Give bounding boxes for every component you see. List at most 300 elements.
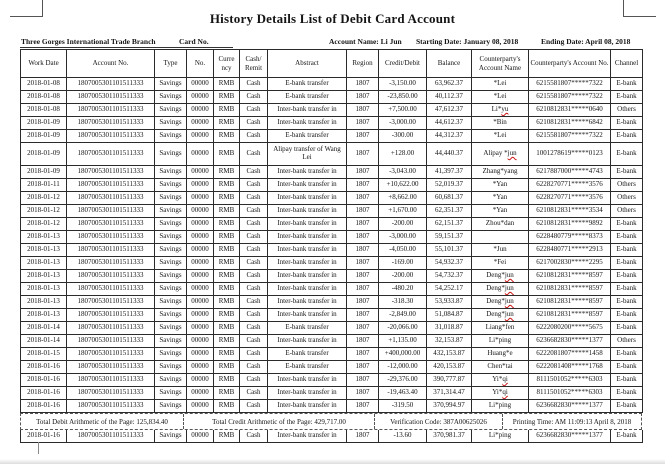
cell-credit-debit: -480.20 xyxy=(379,283,427,296)
cell-region: 1807 xyxy=(347,400,379,413)
cell-no: 00000 xyxy=(187,130,214,143)
counterparty-name-misspell-squiggle: yu xyxy=(501,105,509,114)
cell-abstract: Inter-bank transfer in xyxy=(268,309,347,322)
cell-account-no: 1807005301101511333 xyxy=(67,270,155,283)
cell-type: Savings xyxy=(155,400,187,413)
cell-counterparty-account-name: Li*ping xyxy=(472,335,529,348)
cell-cash-remit: Cash xyxy=(240,430,268,443)
cell-counterparty-account-no: 6210812831*****8597 xyxy=(529,309,611,322)
cell-currency: RMB xyxy=(214,166,240,179)
cell-cash-remit: Cash xyxy=(240,231,268,244)
cell-abstract: Inter-bank transfer in xyxy=(268,387,347,400)
cell-balance: 390,777.87 xyxy=(427,374,472,387)
cell-work-date: 2018-01-09 xyxy=(21,117,67,130)
cell-balance: 62,351.37 xyxy=(427,205,472,218)
table-row xyxy=(21,430,643,443)
cell-balance: 44,612.37 xyxy=(427,117,472,130)
cell-channel: E-bank xyxy=(611,78,643,91)
cell-credit-debit: -318.30 xyxy=(379,296,427,309)
cell-abstract: Inter-bank transfer in xyxy=(268,192,347,205)
cell-region: 1807 xyxy=(347,283,379,296)
cell-counterparty-account-no: 6228480771*****2913 xyxy=(529,244,611,257)
cell-type: Savings xyxy=(155,257,187,270)
cell-work-date: 2018-01-13 xyxy=(21,283,67,296)
cell-balance: 62,151.37 xyxy=(427,218,472,231)
cell-channel: E-bank xyxy=(611,166,643,179)
cell-abstract: Inter-bank transfer in xyxy=(268,166,347,179)
counterparty-name-text: Yi* xyxy=(492,388,503,397)
cell-account-no: 1807005301101511333 xyxy=(67,244,155,257)
transactions-table xyxy=(20,49,643,413)
total-debit: Total Debit Arithmetic of the Page: 125,834.40 xyxy=(36,417,168,426)
counterparty-name-misspell-squiggle: qi xyxy=(502,375,508,384)
cell-counterparty-account-no: 8111501052*****6303 xyxy=(529,374,611,387)
cell-no: 00000 xyxy=(187,270,214,283)
cell-credit-debit: -19,463.40 xyxy=(379,387,427,400)
header-channel: Channel xyxy=(611,50,643,78)
table-row xyxy=(21,205,643,218)
cell-abstract: Inter-bank transfer in xyxy=(268,270,347,283)
table-row xyxy=(21,283,643,296)
cell-region: 1807 xyxy=(347,374,379,387)
cell-cash-remit: Cash xyxy=(240,374,268,387)
header-region: Region xyxy=(347,50,379,78)
cell-counterparty-account-no: 6228270771*****3576 xyxy=(529,192,611,205)
cell-counterparty-account-name xyxy=(472,387,529,400)
cell-balance: 432,153.87 xyxy=(427,348,472,361)
counterparty-name-misspell-squiggle: jun xyxy=(504,271,514,280)
header-row xyxy=(21,50,643,78)
cell-credit-debit: -3,043.00 xyxy=(379,166,427,179)
table-row xyxy=(21,335,643,348)
cell-type: Savings xyxy=(155,430,187,443)
cell-region: 1807 xyxy=(347,179,379,192)
cell-abstract: Inter-bank transfer in xyxy=(268,205,347,218)
cell-counterparty-account-no: 8111501052*****6303 xyxy=(529,387,611,400)
cell-region: 1807 xyxy=(347,104,379,117)
counterparty-name-misspell-squiggle: qi xyxy=(502,388,508,397)
cell-channel: E-bank xyxy=(611,218,643,231)
table-row xyxy=(21,130,643,143)
table-row xyxy=(21,179,643,192)
cell-account-no: 1807005301101511333 xyxy=(67,322,155,335)
cell-work-date: 2018-01-13 xyxy=(21,309,67,322)
cell-no: 00000 xyxy=(187,296,214,309)
cell-currency: RMB xyxy=(214,322,240,335)
cell-account-no: 1807005301101511333 xyxy=(67,192,155,205)
cell-credit-debit: -169.00 xyxy=(379,257,427,270)
cell-counterparty-account-no: 6210812831*****0640 xyxy=(529,104,611,117)
cell-counterparty-account-name xyxy=(472,104,529,117)
cell-channel: E-bank xyxy=(611,374,643,387)
cell-no: 00000 xyxy=(187,361,214,374)
cell-counterparty-account-no: 6236682830*****1377 xyxy=(529,430,611,443)
cell-counterparty-account-no: 1001278619*****0123 xyxy=(529,143,611,166)
cell-account-no: 1807005301101511333 xyxy=(67,335,155,348)
cell-counterparty-account-name: *Yan xyxy=(472,205,529,218)
header-currency: Curre ncy xyxy=(214,50,240,78)
cell-currency: RMB xyxy=(214,205,240,218)
verification-code: Verification Code: 387A00625026 xyxy=(374,414,502,429)
cell-channel: E-bank xyxy=(611,270,643,283)
cell-counterparty-account-name: *Yan xyxy=(472,192,529,205)
cell-cash-remit: Cash xyxy=(240,218,268,231)
cell-credit-debit: -23,850.00 xyxy=(379,91,427,104)
cell-account-no: 1807005301101511333 xyxy=(67,430,155,443)
cell-no: 00000 xyxy=(187,78,214,91)
cell-type: Savings xyxy=(155,143,187,166)
cell-currency: RMB xyxy=(214,117,240,130)
cell-counterparty-account-name xyxy=(472,283,529,296)
cell-region: 1807 xyxy=(347,270,379,283)
cell-counterparty-account-name xyxy=(472,309,529,322)
cell-channel: E-bank xyxy=(611,387,643,400)
cell-region: 1807 xyxy=(347,387,379,400)
footer-row-table xyxy=(20,430,643,443)
cell-counterparty-account-no: 6236682830*****1377 xyxy=(529,400,611,413)
cell-abstract: Alipay transfer of Wang Lei xyxy=(268,143,347,166)
cell-credit-debit: -12,000.00 xyxy=(379,361,427,374)
cell-balance: 54,732.37 xyxy=(427,270,472,283)
cell-counterparty-account-name: Li*ping xyxy=(472,400,529,413)
cell-work-date: 2018-01-16 xyxy=(21,400,67,413)
cell-credit-debit: +7,500.00 xyxy=(379,104,427,117)
cell-work-date: 2018-01-13 xyxy=(21,257,67,270)
cell-cash-remit: Cash xyxy=(240,143,268,166)
cell-channel: E-bank xyxy=(611,430,643,443)
cell-region: 1807 xyxy=(347,91,379,104)
cell-cash-remit: Cash xyxy=(240,179,268,192)
cell-counterparty-account-no: 6228480779*****8373 xyxy=(529,231,611,244)
cell-currency: RMB xyxy=(214,335,240,348)
cell-counterparty-account-no: 6210812831*****8597 xyxy=(529,283,611,296)
cell-account-no: 1807005301101511333 xyxy=(67,179,155,192)
table-row xyxy=(21,104,643,117)
cell-currency: RMB xyxy=(214,91,240,104)
cell-credit-debit: -3,000.00 xyxy=(379,117,427,130)
cell-no: 00000 xyxy=(187,179,214,192)
cell-balance: 47,612.37 xyxy=(427,104,472,117)
cell-account-no: 1807005301101511333 xyxy=(67,387,155,400)
cell-counterparty-account-name: Li*ping xyxy=(472,430,529,443)
cell-balance: 60,681.37 xyxy=(427,192,472,205)
header-credit-debit: Credit/Debit xyxy=(379,50,427,78)
cell-channel: E-bank xyxy=(611,400,643,413)
cell-currency: RMB xyxy=(214,104,240,117)
cell-type: Savings xyxy=(155,104,187,117)
table-row xyxy=(21,361,643,374)
cell-abstract: Inter-bank transfer in xyxy=(268,430,347,443)
cell-region: 1807 xyxy=(347,117,379,130)
cell-counterparty-account-no: 6222081408*****1768 xyxy=(529,361,611,374)
cell-work-date: 2018-01-13 xyxy=(21,270,67,283)
cell-channel: E-bank xyxy=(611,361,643,374)
table-row xyxy=(21,374,643,387)
table-row xyxy=(21,78,643,91)
cell-account-no: 1807005301101511333 xyxy=(67,309,155,322)
table-row xyxy=(21,348,643,361)
counterparty-name-text: Alipay * xyxy=(483,149,508,158)
cell-account-no: 1807005301101511333 xyxy=(67,166,155,179)
cell-cash-remit: Cash xyxy=(240,130,268,143)
cell-currency: RMB xyxy=(214,387,240,400)
cell-type: Savings xyxy=(155,231,187,244)
cell-no: 00000 xyxy=(187,309,214,322)
cell-region: 1807 xyxy=(347,296,379,309)
cell-region: 1807 xyxy=(347,78,379,91)
branch-name: Three Gorges International Trade Branch xyxy=(21,37,156,46)
cell-type: Savings xyxy=(155,117,187,130)
cell-channel: Others xyxy=(611,179,643,192)
cell-type: Savings xyxy=(155,192,187,205)
table-row xyxy=(21,322,643,335)
counterparty-name-misspell-squiggle: jun xyxy=(504,284,514,293)
cell-region: 1807 xyxy=(347,335,379,348)
cell-channel: E-bank xyxy=(611,143,643,166)
cell-credit-debit: -20,066.00 xyxy=(379,322,427,335)
table-row xyxy=(21,270,643,283)
cell-work-date: 2018-01-11 xyxy=(21,179,67,192)
header-counterparty-account-name: Counterparty's Account Name xyxy=(472,50,529,78)
cell-cash-remit: Cash xyxy=(240,296,268,309)
cell-region: 1807 xyxy=(347,257,379,270)
printing-time: Printing Time: AM 11:09:13 April 8, 2018 xyxy=(502,414,641,429)
cell-credit-debit: -29,376.00 xyxy=(379,374,427,387)
cell-counterparty-account-name: Chen*tai xyxy=(472,361,529,374)
counterparty-name-text: Yi* xyxy=(492,375,503,384)
cell-work-date: 2018-01-12 xyxy=(21,192,67,205)
cell-no: 00000 xyxy=(187,374,214,387)
cell-type: Savings xyxy=(155,296,187,309)
cell-cash-remit: Cash xyxy=(240,270,268,283)
table-row xyxy=(21,218,643,231)
cell-counterparty-account-name xyxy=(472,143,529,166)
counterparty-name-text: Deng* xyxy=(486,271,505,280)
header-type: Type xyxy=(155,50,187,78)
cell-type: Savings xyxy=(155,374,187,387)
cell-no: 00000 xyxy=(187,192,214,205)
table-row xyxy=(21,387,643,400)
cell-balance: 44,440.37 xyxy=(427,143,472,166)
cell-channel: E-bank xyxy=(611,130,643,143)
cell-channel: Others xyxy=(611,205,643,218)
cell-abstract: Inter-bank transfer in xyxy=(268,179,347,192)
cell-counterparty-account-name xyxy=(472,270,529,283)
cell-abstract: Inter-bank transfer in xyxy=(268,283,347,296)
cell-type: Savings xyxy=(155,387,187,400)
header-work-date: Work Date xyxy=(21,50,67,78)
cell-balance: 371,314.47 xyxy=(427,387,472,400)
cell-no: 00000 xyxy=(187,205,214,218)
header-counterparty-account-no: Counterparty's Account No. xyxy=(529,50,611,78)
cell-type: Savings xyxy=(155,322,187,335)
cell-type: Savings xyxy=(155,283,187,296)
cell-balance: 55,101.37 xyxy=(427,244,472,257)
cell-cash-remit: Cash xyxy=(240,244,268,257)
counterparty-name-text: Deng* xyxy=(486,284,505,293)
cell-counterparty-account-name: Zhou*dan xyxy=(472,218,529,231)
cell-channel: E-bank xyxy=(611,283,643,296)
card-no-underline xyxy=(20,47,233,48)
cell-counterparty-account-no: 6210812831*****8597 xyxy=(529,296,611,309)
cell-credit-debit: +1,135.00 xyxy=(379,335,427,348)
cell-cash-remit: Cash xyxy=(240,283,268,296)
cell-account-no: 1807005301101511333 xyxy=(67,231,155,244)
cell-abstract: Inter-bank transfer in xyxy=(268,104,347,117)
cell-type: Savings xyxy=(155,78,187,91)
cell-work-date: 2018-01-16 xyxy=(21,361,67,374)
cell-credit-debit: +8,662.00 xyxy=(379,192,427,205)
counterparty-name-misspell-squiggle: jun xyxy=(504,310,514,319)
cell-account-no: 1807005301101511333 xyxy=(67,348,155,361)
cell-cash-remit: Cash xyxy=(240,104,268,117)
cell-cash-remit: Cash xyxy=(240,117,268,130)
cell-currency: RMB xyxy=(214,130,240,143)
cell-account-no: 1807005301101511333 xyxy=(67,257,155,270)
cell-credit-debit: +400,000.00 xyxy=(379,348,427,361)
cell-credit-debit: -2,849.00 xyxy=(379,309,427,322)
cell-cash-remit: Cash xyxy=(240,91,268,104)
cell-work-date: 2018-01-08 xyxy=(21,91,67,104)
cell-cash-remit: Cash xyxy=(240,361,268,374)
cell-no: 00000 xyxy=(187,322,214,335)
header-cash-remit: Cash/ Remit xyxy=(240,50,268,78)
cell-credit-debit: -3,000.00 xyxy=(379,231,427,244)
cell-abstract: Inter-bank transfer in xyxy=(268,231,347,244)
cell-no: 00000 xyxy=(187,400,214,413)
cell-balance: 63,962.37 xyxy=(427,78,472,91)
cell-currency: RMB xyxy=(214,257,240,270)
cell-no: 00000 xyxy=(187,218,214,231)
cell-counterparty-account-no: 6215581807*****7322 xyxy=(529,130,611,143)
counterparty-name-text: Deng* xyxy=(486,310,505,319)
cell-credit-debit: -200.00 xyxy=(379,218,427,231)
cell-counterparty-account-no: 6217887000*****4743 xyxy=(529,166,611,179)
cell-currency: RMB xyxy=(214,348,240,361)
cell-credit-debit: -4,050.00 xyxy=(379,244,427,257)
cell-balance: 370,994.97 xyxy=(427,400,472,413)
cell-channel: E-bank xyxy=(611,348,643,361)
cell-no: 00000 xyxy=(187,117,214,130)
ending-date-label: Ending Date: April 08, 2018 xyxy=(541,37,631,46)
cell-channel: E-bank xyxy=(611,322,643,335)
cell-balance: 51,084.87 xyxy=(427,309,472,322)
cell-counterparty-account-no: 6210812831*****9892 xyxy=(529,218,611,231)
cell-abstract: Inter-bank transfer in xyxy=(268,374,347,387)
cell-abstract: E-bank transfer xyxy=(268,91,347,104)
table-row xyxy=(21,117,643,130)
cell-no: 00000 xyxy=(187,244,214,257)
cell-no: 00000 xyxy=(187,166,214,179)
cell-counterparty-account-no: 6222080200*****5675 xyxy=(529,322,611,335)
table-row xyxy=(21,309,643,322)
cell-abstract: Inter-bank transfer in xyxy=(268,296,347,309)
header-balance: Balance xyxy=(427,50,472,78)
cell-credit-debit: +1,670.00 xyxy=(379,205,427,218)
cell-counterparty-account-name xyxy=(472,296,529,309)
cell-credit-debit: -3,150.00 xyxy=(379,78,427,91)
cell-credit-debit: +128.00 xyxy=(379,143,427,166)
cell-abstract: Inter-bank transfer in xyxy=(268,257,347,270)
cell-counterparty-account-no: 6210812831*****6842 xyxy=(529,117,611,130)
cell-balance: 59,151.37 xyxy=(427,231,472,244)
cell-currency: RMB xyxy=(214,270,240,283)
cell-balance: 44,312.37 xyxy=(427,130,472,143)
cell-cash-remit: Cash xyxy=(240,387,268,400)
table-row xyxy=(21,400,643,413)
cell-channel: Others xyxy=(611,335,643,348)
account-name-label: Account Name: Li Jun xyxy=(329,37,402,46)
header-no: No. xyxy=(187,50,214,78)
cell-type: Savings xyxy=(155,244,187,257)
cell-channel: E-bank xyxy=(611,91,643,104)
cell-region: 1807 xyxy=(347,166,379,179)
cell-channel: E-bank xyxy=(611,244,643,257)
cell-counterparty-account-name: *Lei xyxy=(472,130,529,143)
cell-credit-debit: -319.50 xyxy=(379,400,427,413)
cell-account-no: 1807005301101511333 xyxy=(67,205,155,218)
cell-work-date: 2018-01-13 xyxy=(21,296,67,309)
total-credit: Total Credit Arithmetic of the Page: 429,717.00 xyxy=(183,414,374,429)
cell-channel: E-bank xyxy=(611,296,643,309)
cell-currency: RMB xyxy=(214,296,240,309)
cell-region: 1807 xyxy=(347,322,379,335)
cell-abstract: Inter-bank transfer in xyxy=(268,335,347,348)
cell-counterparty-account-no: 6210812831*****8597 xyxy=(529,270,611,283)
cell-no: 00000 xyxy=(187,231,214,244)
cell-account-no: 1807005301101511333 xyxy=(67,374,155,387)
cell-no: 00000 xyxy=(187,387,214,400)
cell-account-no: 1807005301101511333 xyxy=(67,296,155,309)
cell-credit-debit: +10,622.00 xyxy=(379,179,427,192)
counterparty-name-misspell-squiggle: jun xyxy=(504,297,514,306)
cell-credit-debit: -300.00 xyxy=(379,130,427,143)
cell-account-no: 1807005301101511333 xyxy=(67,130,155,143)
header-account-no: Account No. xyxy=(67,50,155,78)
cell-work-date: 2018-01-09 xyxy=(21,143,67,166)
cell-counterparty-account-name: *Jun xyxy=(472,244,529,257)
cell-region: 1807 xyxy=(347,192,379,205)
cell-work-date: 2018-01-09 xyxy=(21,166,67,179)
cell-counterparty-account-no: 6210812831*****3534 xyxy=(529,205,611,218)
cell-region: 1807 xyxy=(347,244,379,257)
cell-abstract: E-bank transfer xyxy=(268,130,347,143)
cell-work-date: 2018-01-13 xyxy=(21,231,67,244)
cell-abstract: Inter-bank transfer in xyxy=(268,244,347,257)
cell-currency: RMB xyxy=(214,143,240,166)
cell-cash-remit: Cash xyxy=(240,192,268,205)
cell-currency: RMB xyxy=(214,244,240,257)
cell-work-date: 2018-01-16 xyxy=(21,387,67,400)
cell-counterparty-account-no: 6215581807*****7322 xyxy=(529,78,611,91)
cell-currency: RMB xyxy=(214,231,240,244)
cell-account-no: 1807005301101511333 xyxy=(67,283,155,296)
cell-channel: E-bank xyxy=(611,257,643,270)
cell-account-no: 1807005301101511333 xyxy=(67,91,155,104)
cell-type: Savings xyxy=(155,348,187,361)
cell-currency: RMB xyxy=(214,309,240,322)
cell-work-date: 2018-01-13 xyxy=(21,244,67,257)
cell-cash-remit: Cash xyxy=(240,348,268,361)
table-row xyxy=(21,166,643,179)
cell-counterparty-account-name: *Bin xyxy=(472,117,529,130)
cell-type: Savings xyxy=(155,361,187,374)
cell-work-date: 2018-01-15 xyxy=(21,348,67,361)
cell-cash-remit: Cash xyxy=(240,335,268,348)
cell-cash-remit: Cash xyxy=(240,322,268,335)
starting-date-label: Starting Date: January 08, 2018 xyxy=(416,37,519,46)
cell-currency: RMB xyxy=(214,374,240,387)
